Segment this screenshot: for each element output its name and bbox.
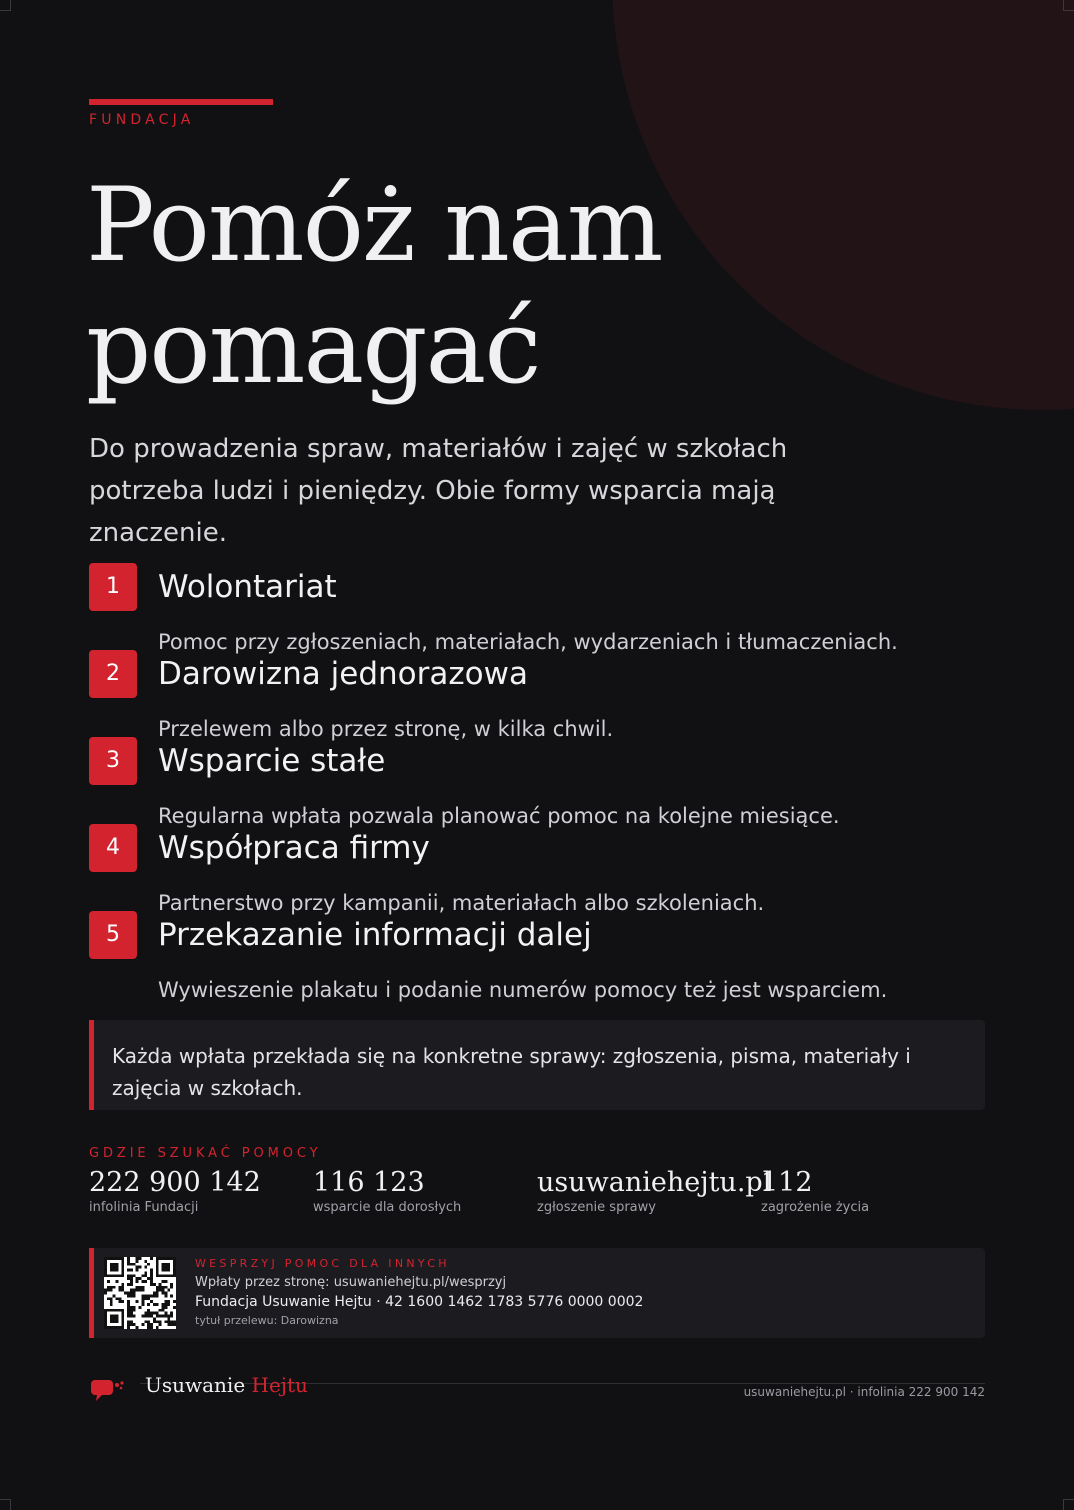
crop-mark <box>1063 1499 1074 1510</box>
headline <box>86 165 846 409</box>
step-number: 4 <box>89 824 137 872</box>
logo-word-2: Hejtu <box>251 1373 308 1397</box>
donate-transfer-title: tytuł przelewu: Darowizna <box>195 1314 339 1327</box>
contact-label: wsparcie dla dorosłych <box>313 1200 462 1215</box>
accent-bar <box>89 99 273 105</box>
donate-label: WESPRZYJ POMOC DLA INNYCH <box>195 1257 450 1270</box>
contact-value: usuwaniehejtu.pl <box>537 1167 772 1198</box>
headline-line-1: Pomóż nam <box>86 166 662 285</box>
qr-code-icon[interactable] <box>104 1257 176 1329</box>
donate-panel <box>89 1248 985 1338</box>
step-title: Darowizna jednorazowa <box>158 656 528 692</box>
callout-text: Każda wpłata przekłada się na konkretne sprawy: zgłoszenia, pisma, materiały i zajęcia w szkołach. <box>112 1044 911 1100</box>
step-title: Wsparcie stałe <box>158 743 386 779</box>
contact-item <box>761 1166 869 1216</box>
contact-item <box>89 1166 261 1216</box>
speech-bubble-icon <box>91 1376 127 1408</box>
support-steps <box>89 563 989 1002</box>
contact-value: 112 <box>761 1167 813 1198</box>
contact-label: zagrożenie życia <box>761 1200 870 1215</box>
contact-label: zgłoszenie sprawy <box>537 1200 656 1215</box>
step-item <box>89 737 989 828</box>
step-description: Pomoc przy zgłoszeniach, materiałach, wydarzeniach i tłumaczeniach. <box>158 630 898 654</box>
step-item <box>89 563 989 654</box>
step-number: 2 <box>89 650 137 698</box>
contact-item <box>313 1166 461 1216</box>
step-title: Wolontariat <box>158 569 337 605</box>
step-item <box>89 824 989 915</box>
step-number: 3 <box>89 737 137 785</box>
step-number: 5 <box>89 911 137 959</box>
headline-line-2: pomagać <box>86 288 540 407</box>
contact-item <box>537 1166 771 1216</box>
donate-web-text: Wpłaty przez stronę: usuwaniehejtu.pl/wesprzyj <box>195 1275 507 1290</box>
step-title: Przekazanie informacji dalej <box>158 917 592 953</box>
step-item <box>89 911 989 1002</box>
contact-label: infolinia Fundacji <box>89 1200 199 1215</box>
contact-value: 116 123 <box>313 1167 425 1198</box>
footer-contact: usuwaniehejtu.pl · infolinia 222 900 142 <box>743 1385 985 1399</box>
step-item <box>89 650 989 741</box>
intro-paragraph: Do prowadzenia spraw, materiałów i zajęć w szkołach potrzeba ludzi i pieniędzy. Obie formy wsparcia mają znaczenie. <box>89 434 788 548</box>
logo-wordmark <box>145 1373 308 1397</box>
callout-box <box>89 1020 985 1110</box>
contact-value: 222 900 142 <box>89 1167 261 1198</box>
crop-mark <box>0 0 11 11</box>
logo-word-1: Usuwanie <box>145 1373 246 1397</box>
step-description: Wywieszenie plakatu i podanie numerów pomocy też jest wsparciem. <box>158 978 888 1002</box>
step-description: Regularna wpłata pozwala planować pomoc na kolejne miesiące. <box>158 804 840 828</box>
step-description: Przelewem albo przez stronę, w kilka chwil. <box>158 717 614 741</box>
crop-mark <box>1063 0 1074 11</box>
crop-mark <box>0 1499 11 1510</box>
donate-bank-account: Fundacja Usuwanie Hejtu · 42 1600 1462 1783 5776 0000 0002 <box>195 1294 644 1310</box>
step-title: Współpraca firmy <box>158 830 430 866</box>
help-section-label: GDZIE SZUKAĆ POMOCY <box>89 1146 322 1161</box>
kicker: FUNDACJA <box>89 112 195 128</box>
step-number: 1 <box>89 563 137 611</box>
step-description: Partnerstwo przy kampanii, materiałach albo szkoleniach. <box>158 891 765 915</box>
